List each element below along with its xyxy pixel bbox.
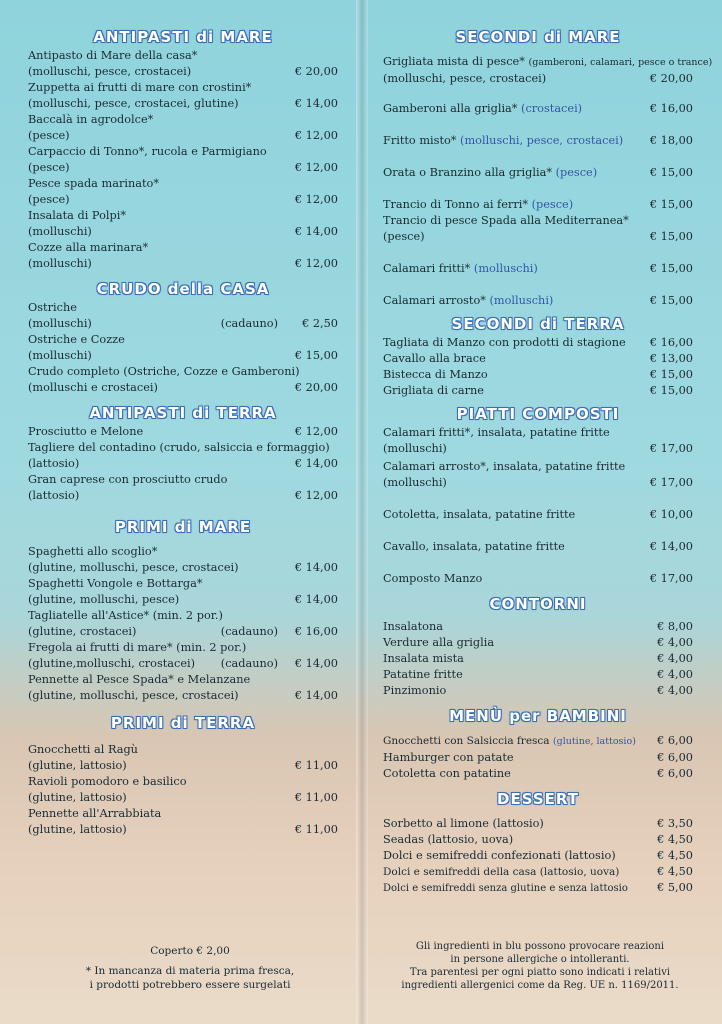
item-price: € 4,00 — [657, 636, 693, 649]
menu-item — [383, 766, 693, 782]
menu-item — [383, 848, 693, 864]
section-title-contorni: CONTORNI — [489, 595, 587, 613]
item-allergens: (glutine, crostacei) — [28, 625, 137, 638]
item-price: € 14,00 — [294, 593, 338, 606]
section-title-secondi-terra: SECONDI di TERRA — [451, 315, 625, 333]
item-price: € 20,00 — [294, 65, 338, 78]
item-price: € 12,00 — [294, 425, 338, 438]
item-allergens: (pesce) — [28, 129, 70, 142]
menu-item — [383, 667, 693, 683]
item-allergens: (molluschi) — [383, 476, 447, 489]
item-price: € 2,50 — [302, 317, 338, 330]
item-name: Dolci e semifreddi senza glutine e senza lattosio — [383, 883, 628, 894]
item-name: Pesce spada marinato* — [28, 177, 159, 190]
item-name: Insalata mista — [383, 652, 464, 665]
menu-item — [383, 459, 693, 491]
item-note: (cadauno) — [220, 317, 278, 330]
item-allergens: (lattosio) — [28, 457, 80, 470]
frozen-note-line2: i prodotti potrebbero essere surgelati — [89, 979, 291, 991]
item-name: Pinzimonio — [383, 684, 447, 697]
menu-item — [383, 54, 713, 87]
item-name: Sorbetto al limone (lattosio) — [383, 817, 544, 830]
menu-item — [383, 425, 693, 457]
item-price: € 20,00 — [649, 72, 693, 85]
item-name: Cotoletta con patatine — [383, 767, 511, 780]
item-name: Calamari fritti* — [383, 262, 471, 275]
item-name: Crudo completo (Ostriche, Cozze e Gamberoni) — [28, 365, 300, 378]
menu-item — [28, 576, 338, 608]
item-price: € 16,00 — [649, 336, 693, 349]
menu-item — [28, 672, 338, 704]
item-price: € 12,00 — [294, 129, 338, 142]
menu-item — [28, 472, 338, 504]
item-name: Spaghetti Vongole e Bottarga* — [28, 577, 203, 590]
item-name: Trancio di Tonno ai ferri* — [383, 198, 528, 211]
item-name: Ostriche e Cozze — [28, 333, 125, 346]
allergen-note-line3: Tra parentesi per ogni piatto sono indicati i relativi — [409, 967, 671, 978]
left-footer — [40, 944, 340, 992]
item-price: € 4,00 — [657, 668, 693, 681]
item-price: € 12,00 — [294, 161, 338, 174]
item-name: Ravioli pomodoro e basilico — [28, 775, 187, 788]
item-price: € 6,00 — [657, 734, 693, 747]
item-name: Baccalà in agrodolce* — [28, 113, 154, 126]
item-name: Tagliata di Manzo con prodotti di stagione — [383, 336, 626, 349]
item-note: (cadauno) — [220, 625, 278, 638]
menu-item — [383, 651, 693, 667]
item-allergens: (glutine, lattosio) — [28, 791, 127, 804]
menu-item — [383, 880, 693, 897]
item-price: € 10,00 — [649, 508, 693, 521]
menu-item — [28, 742, 338, 774]
menu-item — [383, 165, 693, 181]
item-name: Cavallo alla brace — [383, 352, 486, 365]
menu-item — [383, 539, 693, 555]
menu-item — [383, 197, 693, 213]
item-allergens: (molluschi) — [28, 317, 92, 330]
item-price: € 14,00 — [294, 657, 338, 670]
menu-item — [28, 332, 338, 364]
item-price: € 15,00 — [294, 349, 338, 362]
item-price: € 4,50 — [657, 849, 693, 862]
item-allergens: (glutine, molluschi, pesce, crostacei) — [28, 561, 239, 574]
item-price: € 8,00 — [657, 620, 693, 633]
item-name: Seadas (lattosio, uova) — [383, 833, 514, 846]
menu-item — [28, 544, 338, 576]
item-allergens: (glutine, molluschi, pesce, crostacei) — [28, 689, 239, 702]
item-name: Zuppetta ai frutti di mare con crostini* — [28, 81, 252, 94]
item-allergens: (lattosio) — [28, 489, 80, 502]
item-price: € 11,00 — [294, 791, 338, 804]
menu-item — [28, 48, 338, 80]
menu-item — [28, 176, 338, 208]
item-price: € 17,00 — [649, 572, 693, 585]
menu-item — [28, 440, 338, 472]
item-price: € 14,00 — [294, 457, 338, 470]
menu-item — [383, 619, 693, 635]
item-allergens: (molluschi, pesce, crostacei, glutine) — [28, 97, 239, 110]
item-name: Hamburger con patate — [383, 751, 514, 764]
item-price: € 15,00 — [649, 262, 693, 275]
item-name: Gnocchetti al Ragù — [28, 743, 138, 756]
item-name: Fregola ai frutti di mare* (min. 2 por.) — [28, 641, 247, 654]
item-extra: (gamberoni, calamari, pesce o trance) — [528, 57, 713, 68]
menu-item — [383, 750, 693, 766]
item-name: Carpaccio di Tonno*, rucola e Parmigiano — [28, 145, 267, 158]
allergen-note-line1: Gli ingredienti in blu possono provocare reazioni — [415, 941, 665, 952]
menu-item — [28, 144, 338, 176]
menu-item — [383, 133, 693, 149]
item-name: Verdure alla griglia — [383, 636, 495, 649]
item-name: Composto Manzo — [383, 572, 483, 585]
menu-item — [383, 816, 693, 832]
menu-item — [383, 507, 693, 523]
item-price: € 17,00 — [649, 476, 693, 489]
item-price: € 4,50 — [657, 833, 693, 846]
item-name: Dolci e semifreddi della casa (lattosio, uova) — [383, 866, 620, 878]
menu-item — [28, 774, 338, 806]
allergen-note-line4: ingredienti allergenici come da Reg. UE n. 1169/2011. — [401, 980, 679, 991]
section-title-secondi-mare: SECONDI di MARE — [455, 28, 621, 46]
item-name: Calamari arrosto* — [383, 294, 486, 307]
item-price: € 4,00 — [657, 684, 693, 697]
menu-item — [28, 80, 338, 112]
item-price: € 14,00 — [294, 97, 338, 110]
menu-item — [383, 335, 693, 351]
item-name: Gran caprese con prosciutto crudo — [28, 473, 228, 486]
item-name: Spaghetti allo scoglio* — [28, 545, 158, 558]
item-name: Grigliata mista di pesce* — [383, 55, 525, 68]
menu-item — [383, 864, 693, 880]
allergen-note-line2: in persone allergiche o intolleranti. — [450, 954, 630, 965]
item-allergens: (molluschi, pesce, crostacei) — [460, 134, 624, 147]
item-allergens: (glutine, lattosio) — [28, 759, 127, 772]
coperto-text: Coperto € 2,00 — [150, 945, 230, 957]
item-price: € 16,00 — [294, 625, 338, 638]
menu-item — [383, 101, 693, 117]
item-allergens: (molluschi) — [28, 257, 92, 270]
item-allergens: (pesce) — [28, 161, 70, 174]
item-allergens: (pesce) — [555, 166, 598, 179]
item-price: € 12,00 — [294, 489, 338, 502]
item-name: Fritto misto* — [383, 134, 457, 147]
menu-item — [28, 240, 338, 272]
item-price: € 14,00 — [294, 561, 338, 574]
item-price: € 16,00 — [649, 102, 693, 115]
section-title-piatti-composti: PIATTI COMPOSTI — [456, 405, 620, 423]
item-allergens: (molluschi, pesce, crostacei) — [28, 65, 192, 78]
menu-item — [383, 367, 693, 383]
item-name: Orata o Branzino alla griglia* — [383, 166, 552, 179]
menu-item — [383, 383, 693, 399]
item-name: Gnocchetti con Salsiccia fresca — [383, 735, 550, 747]
item-price: € 20,00 — [294, 381, 338, 394]
item-name: Pennette al Pesce Spada* e Melanzane — [28, 673, 251, 686]
item-note: (cadauno) — [220, 657, 278, 670]
item-price: € 18,00 — [649, 134, 693, 147]
item-allergens: (glutine, lattosio) — [552, 736, 636, 747]
item-name: Pennette all'Arrabbiata — [28, 807, 162, 820]
section-title-dessert: DESSERT — [497, 790, 579, 808]
menu-item — [383, 832, 693, 848]
menu-item — [28, 208, 338, 240]
item-allergens: (pesce) — [383, 230, 425, 243]
item-price: € 13,00 — [649, 352, 693, 365]
menu-item — [28, 424, 338, 440]
item-name: Cotoletta, insalata, patatine fritte — [383, 508, 576, 521]
menu-item — [28, 300, 338, 332]
section-title-antipasti-mare: ANTIPASTI di MARE — [93, 28, 273, 46]
item-name: Dolci e semifreddi confezionati (lattosio) — [383, 849, 616, 862]
menu-item — [28, 364, 338, 396]
right-footer — [385, 940, 695, 992]
item-allergens: (molluschi e crostacei) — [28, 381, 158, 394]
item-allergens: (molluschi) — [473, 262, 538, 275]
item-name: Antipasto di Mare della casa* — [28, 49, 198, 62]
frozen-note-line1: * In mancanza di materia prima fresca, — [85, 965, 295, 977]
item-price: € 12,00 — [294, 257, 338, 270]
item-name: Grigliata di carne — [383, 384, 484, 397]
item-price: € 17,00 — [649, 442, 693, 455]
item-price: € 11,00 — [294, 823, 338, 836]
menu-item — [383, 261, 693, 277]
item-allergens: (pesce) — [531, 198, 574, 211]
item-price: € 6,00 — [657, 767, 693, 780]
section-title-primi-mare: PRIMI di MARE — [114, 518, 252, 536]
page-fold — [356, 0, 368, 1024]
item-price: € 14,00 — [649, 540, 693, 553]
item-price: € 15,00 — [649, 384, 693, 397]
item-price: € 11,00 — [294, 759, 338, 772]
menu-item — [28, 112, 338, 144]
section-title-crudo: CRUDO della CASA — [96, 280, 270, 298]
menu-item — [28, 640, 338, 672]
menu-item — [28, 806, 338, 838]
menu-item — [383, 351, 693, 367]
menu-item — [28, 608, 338, 640]
item-price: € 4,50 — [657, 865, 693, 878]
item-name: Tagliatelle all'Astice* (min. 2 por.) — [28, 609, 223, 622]
item-name: Cozze alla marinara* — [28, 241, 149, 254]
item-name: Patatine fritte — [383, 668, 463, 681]
item-allergens: (molluschi) — [28, 225, 92, 238]
section-title-menu-bambini: MENÙ per BAMBINI — [449, 707, 627, 725]
item-allergens: (molluschi) — [383, 442, 447, 455]
item-price: € 15,00 — [649, 230, 693, 243]
item-allergens: (molluschi) — [28, 349, 92, 362]
item-allergens: (crostacei) — [521, 102, 583, 115]
menu-item — [383, 683, 693, 699]
item-price: € 14,00 — [294, 225, 338, 238]
menu-item — [383, 293, 693, 309]
item-allergens: (glutine, molluschi, pesce) — [28, 593, 180, 606]
menu-item — [383, 213, 693, 245]
left-column — [28, 26, 338, 838]
item-allergens: (glutine,molluschi, crostacei) — [28, 657, 196, 670]
item-price: € 14,00 — [294, 689, 338, 702]
item-name: Prosciutto e Melone — [28, 425, 144, 438]
item-name: Gamberoni alla griglia* — [383, 102, 518, 115]
item-name: Tagliere del contadino (crudo, salsiccia e formaggio) — [28, 441, 330, 454]
section-title-antipasti-terra: ANTIPASTI di TERRA — [89, 404, 277, 422]
menu-item — [383, 733, 693, 750]
item-name: Cavallo, insalata, patatine fritte — [383, 540, 565, 553]
item-price: € 15,00 — [649, 368, 693, 381]
item-name: Bistecca di Manzo — [383, 368, 488, 381]
item-allergens: (molluschi, pesce, crostacei) — [383, 72, 547, 85]
item-price: € 15,00 — [649, 294, 693, 307]
item-price: € 12,00 — [294, 193, 338, 206]
item-name: Calamari arrosto*, insalata, patatine fritte — [383, 460, 626, 473]
item-price: € 6,00 — [657, 751, 693, 764]
item-allergens: (pesce) — [28, 193, 70, 206]
item-allergens: (molluschi) — [489, 294, 554, 307]
section-title-primi-terra: PRIMI di TERRA — [110, 714, 256, 732]
item-name: Ostriche — [28, 301, 77, 314]
item-price: € 15,00 — [649, 198, 693, 211]
menu-item — [383, 635, 693, 651]
item-price: € 5,00 — [657, 881, 693, 894]
item-price: € 3,50 — [657, 817, 693, 830]
item-name: Calamari fritti*, insalata, patatine fritte — [383, 426, 610, 439]
item-name: Trancio di pesce Spada alla Mediterranea* — [383, 214, 629, 227]
item-price: € 15,00 — [649, 166, 693, 179]
menu-item — [383, 571, 693, 587]
item-name: Insalatona — [383, 620, 443, 633]
item-name: Insalata di Polpi* — [28, 209, 126, 222]
item-allergens: (glutine, lattosio) — [28, 823, 127, 836]
right-column — [383, 26, 713, 897]
item-price: € 4,00 — [657, 652, 693, 665]
